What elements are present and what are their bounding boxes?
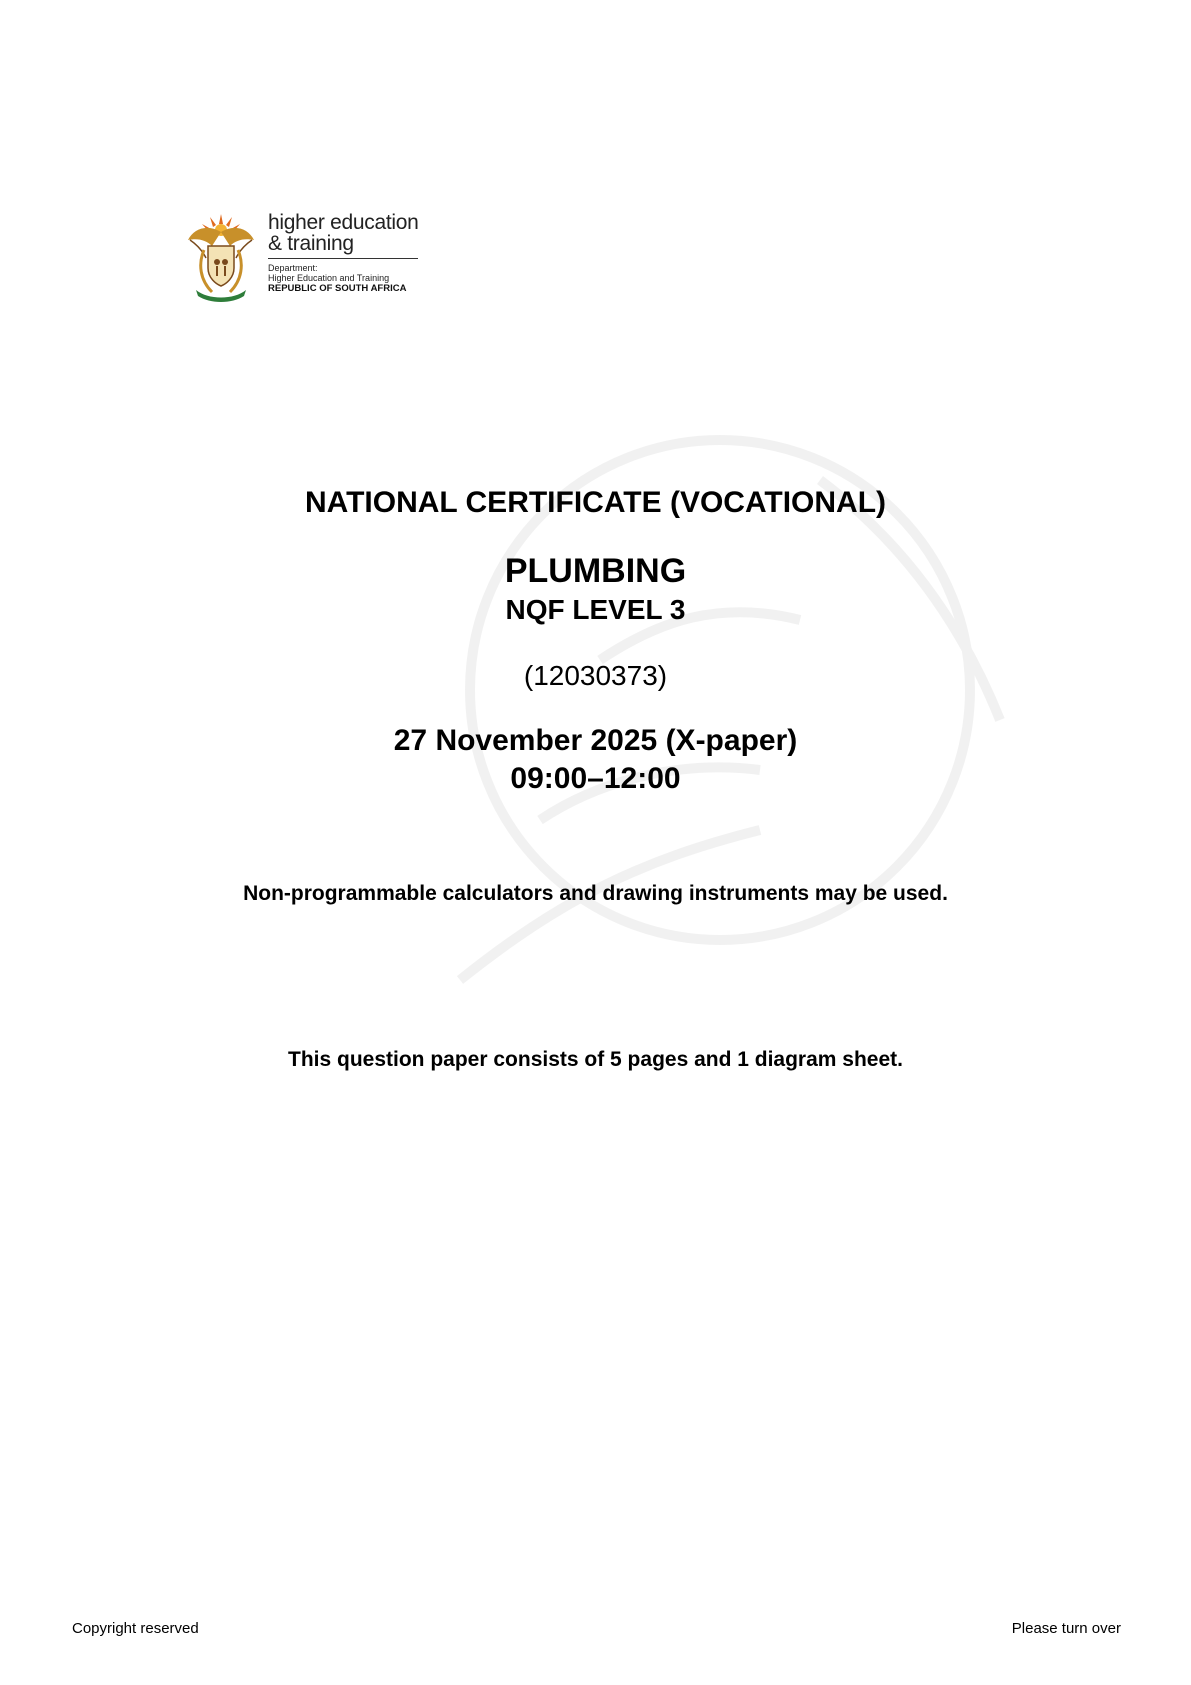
logo-text: [268, 212, 428, 294]
logo-divider: [268, 258, 418, 259]
paper-code: (12030373): [523, 660, 668, 691]
exam-date: 27 November 2025 (X-paper): [393, 724, 798, 757]
coat-of-arms-icon: [186, 210, 256, 302]
dept-name: Higher Education and Training: [268, 273, 390, 283]
dept-label: Department:: [268, 263, 318, 273]
country-name: REPUBLIC OF SOUTH AFRICA: [268, 283, 407, 294]
subject-title: PLUMBING: [504, 552, 687, 590]
exam-time: 09:00–12:00: [510, 762, 681, 795]
certificate-title: NATIONAL CERTIFICATE (VOCATIONAL): [304, 486, 887, 519]
brand-line-2: & training: [268, 232, 354, 255]
brand-line-1: higher education: [268, 211, 419, 234]
nqf-level: NQF LEVEL 3: [505, 594, 686, 625]
watermark-stamp: [300, 360, 1060, 1080]
footer-turn-over: Please turn over: [1011, 1620, 1121, 1637]
department-logo: [186, 210, 426, 306]
page-count-note: This question paper consists of 5 pages and 1 diagram sheet.: [288, 1048, 903, 1071]
calculator-instruction: Non-programmable calculators and drawing instruments may be used.: [243, 882, 948, 905]
footer-copyright: Copyright reserved: [72, 1620, 199, 1637]
